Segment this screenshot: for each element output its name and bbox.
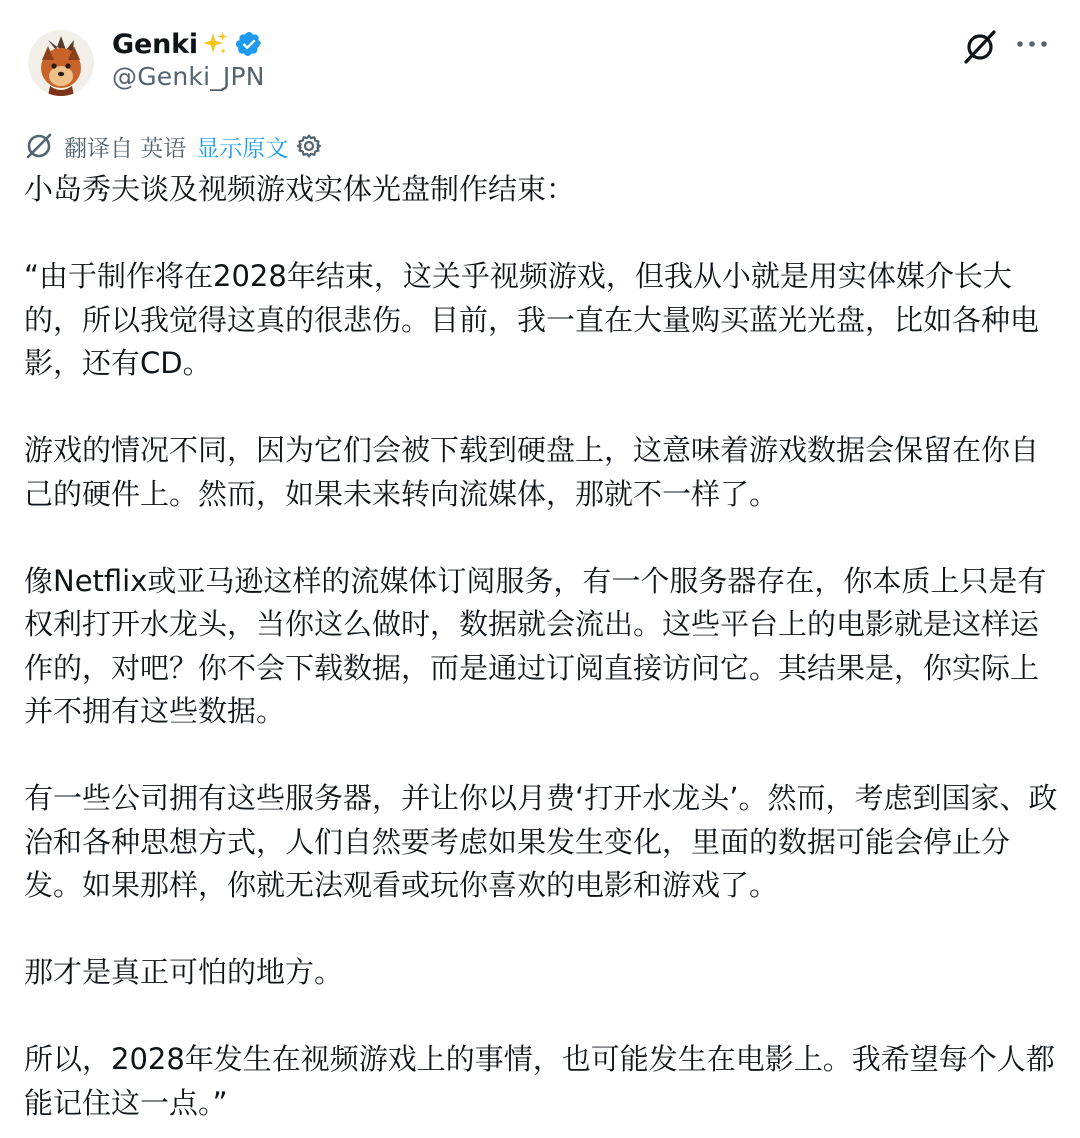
tweet-paragraph: 有一些公司拥有这些服务器，并让你以月费‘打开水龙头’。然而，考虑到国家、政治和各种思想方式，人们自然要考虑如果发生变化，里面的数据可能会停止分发。如果那样，你就无法观看或玩你喜欢的电影和游戏了。 <box>24 781 1058 902</box>
author-avatar[interactable] <box>28 30 94 96</box>
author-name-row[interactable] <box>112 26 263 62</box>
tweet-header <box>0 0 1080 120</box>
author-display-name[interactable]: Genki <box>112 28 198 60</box>
tweet-paragraph: 所以，2028年发生在视频游戏上的事情，也可能发生在电影上。我希望每个人都能记住这一点。” <box>24 1042 1055 1120</box>
translation-bar <box>24 126 322 166</box>
tweet-paragraph: 那才是真正可怕的地方。 <box>24 955 344 989</box>
verified-badge-icon[interactable] <box>235 30 263 58</box>
more-icon <box>1010 26 1054 66</box>
translate-icon <box>24 131 54 161</box>
sparkles-icon <box>201 30 229 58</box>
tweet-paragraph: 像Netflix或亚马逊这样的流媒体订阅服务，有一个服务器存在，你本质上只是有权利打开水龙头，当你这么做时，数据就会流出。这些平台上的电影就是这样运作的，对吧？你不会下载数据，而是通过订阅直接访问它。其结果是，你实际上并不拥有这些数据。 <box>24 563 1047 728</box>
tweet-paragraph: 游戏的情况不同，因为它们会被下载到硬盘上，这意味着游戏数据会保留在你自己的硬件上。然而，如果未来转向流媒体，那就不一样了。 <box>24 433 1040 511</box>
translated-from-label: 翻译自 英语 <box>64 135 187 162</box>
more-options-button[interactable] <box>1010 26 1054 66</box>
grok-button[interactable] <box>960 26 1000 66</box>
tweet-paragraph: 小岛秀夫谈及视频游戏实体光盘制作结束： <box>24 172 576 206</box>
tweet-text <box>24 168 1060 1125</box>
tweet-paragraph: “由于制作将在2028年结束，这关乎视频游戏，但我从小就是用实体媒介长大的，所以我觉得这真的很悲伤。目前，我一直在大量购买蓝光光盘，比如各种电影，还有CD。 <box>24 259 1040 380</box>
fox-avatar-icon <box>28 30 94 96</box>
gear-icon[interactable] <box>296 133 322 159</box>
grok-icon <box>960 26 1000 66</box>
author-handle[interactable]: @Genki_JPN <box>112 62 265 91</box>
show-original-link[interactable]: 显示原文 <box>196 135 289 162</box>
